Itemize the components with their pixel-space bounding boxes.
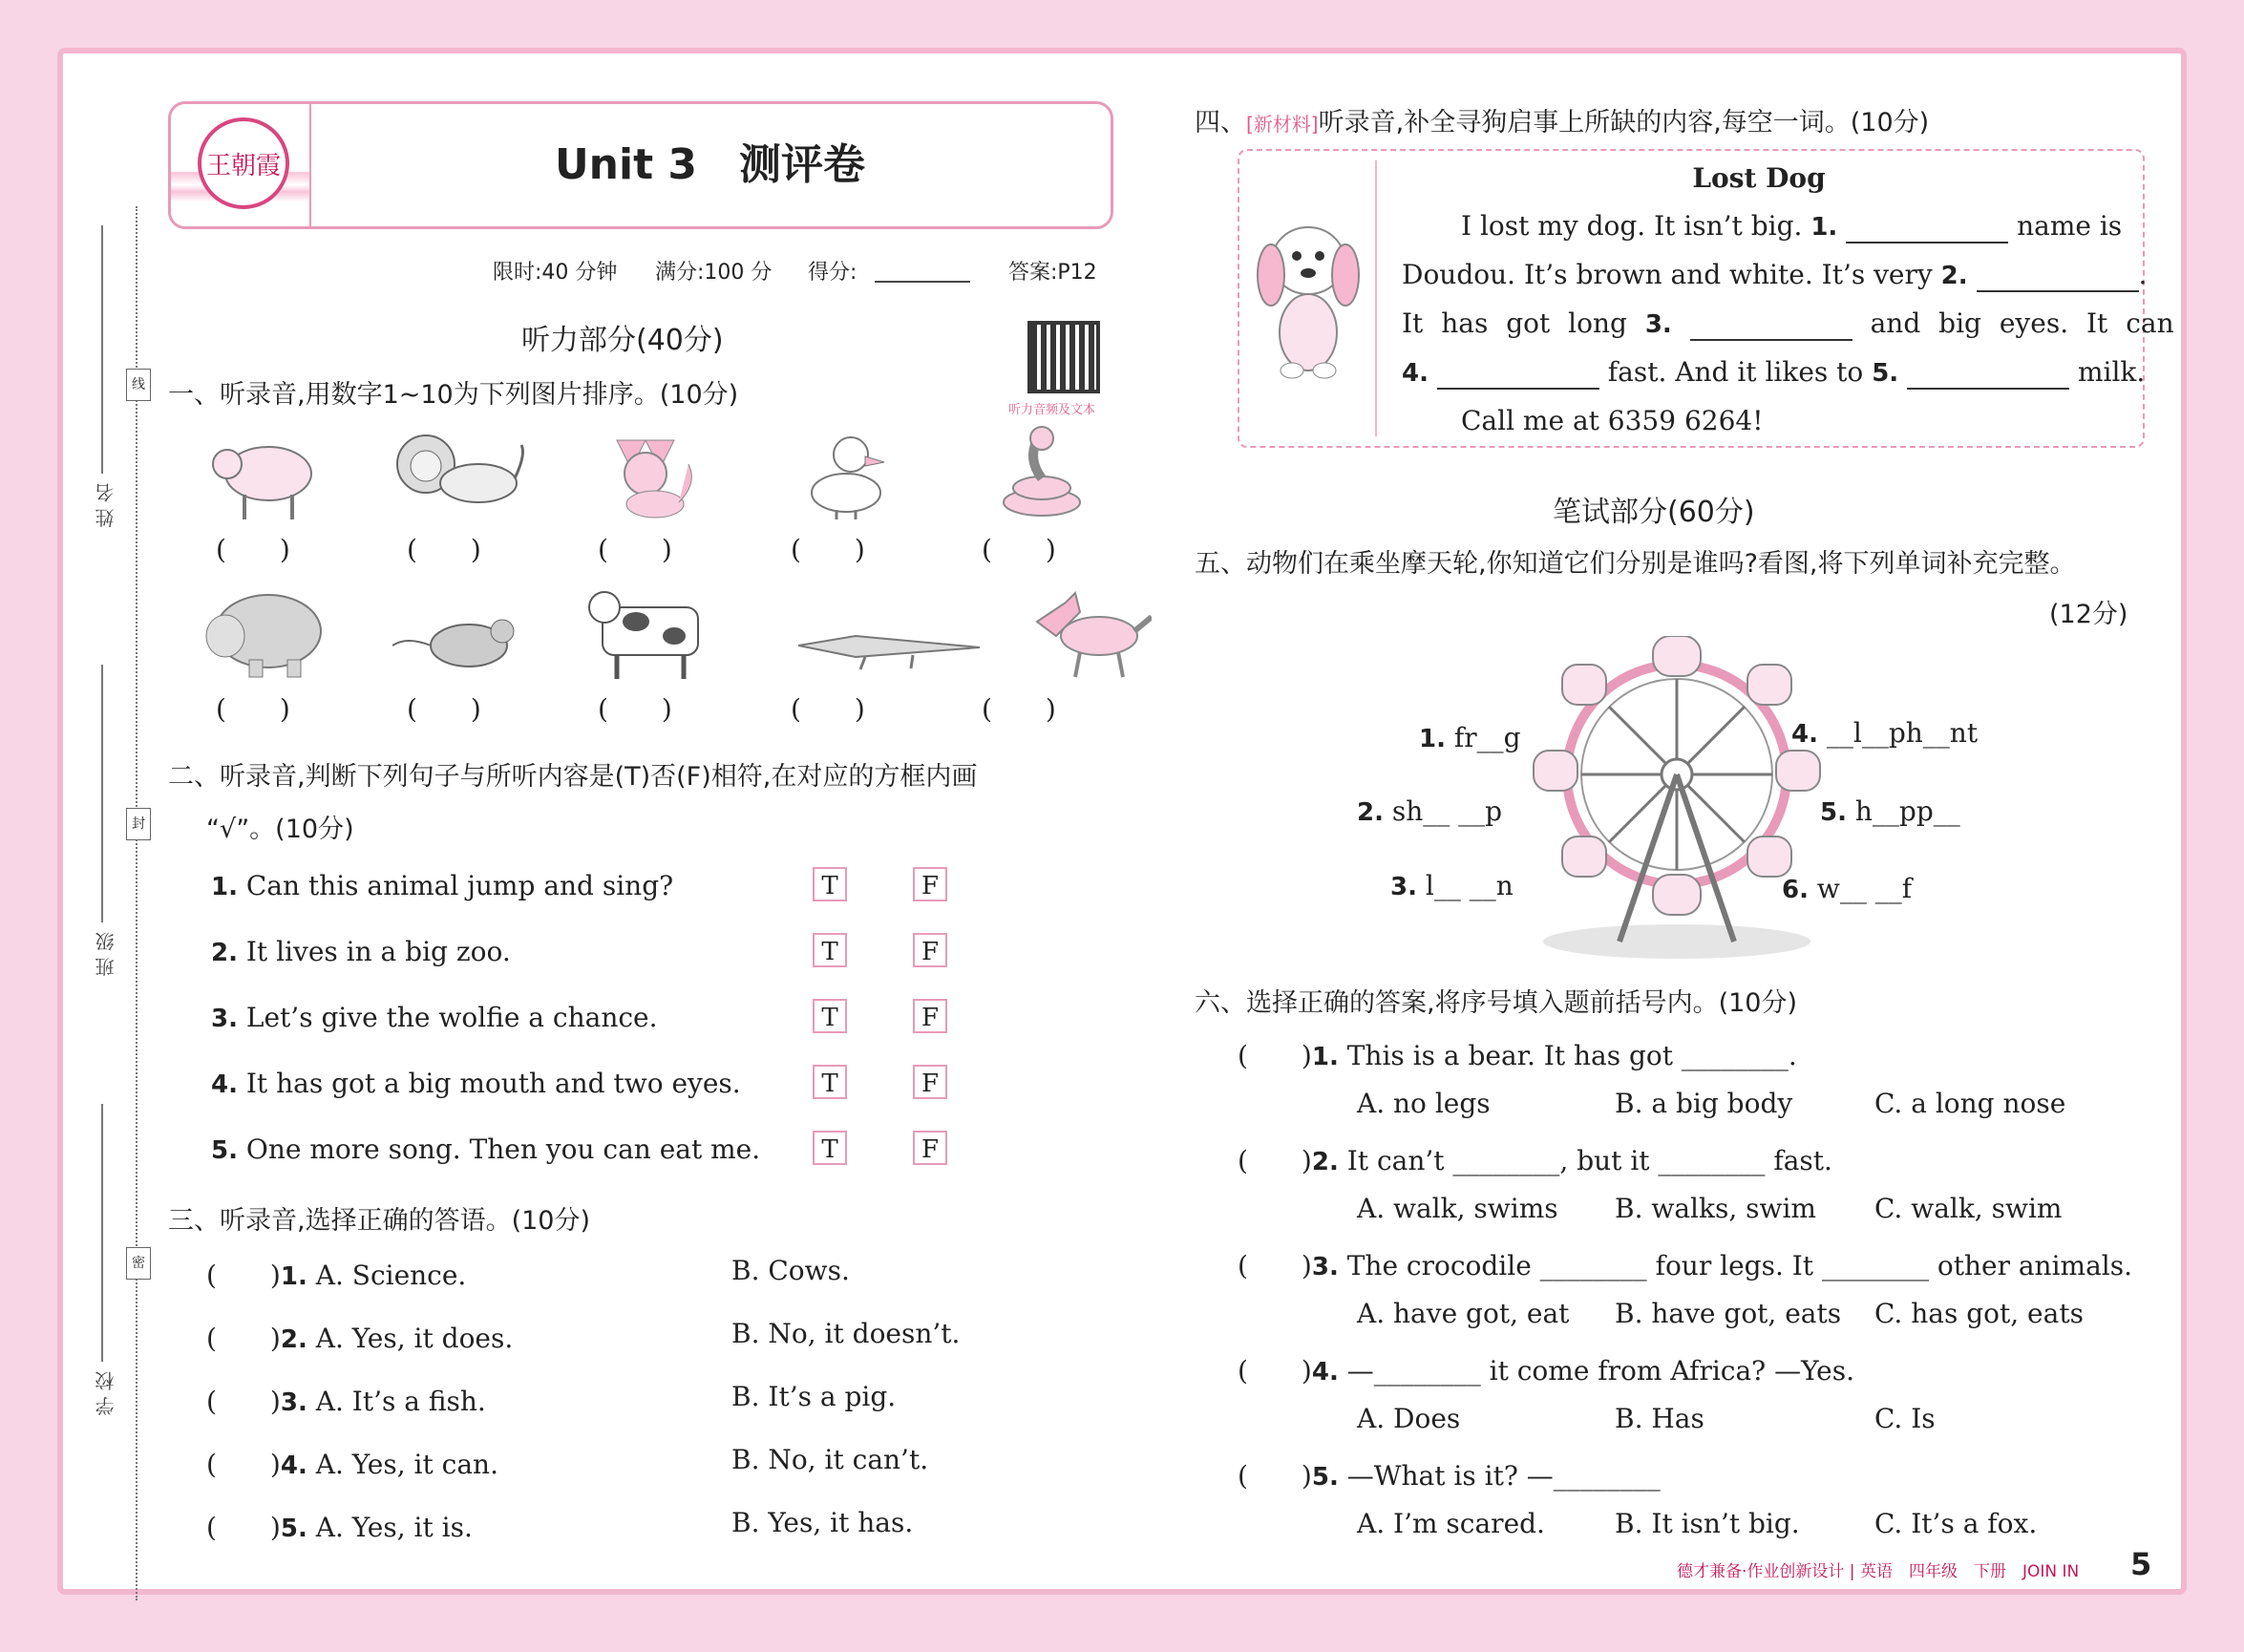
q5-word: h__pp__ [1854,795,1960,827]
crocodile-picture [798,626,989,674]
fox-picture [598,426,703,521]
school-label: 学 校 [95,1371,117,1416]
mouse-picture [392,603,526,679]
binding-mark-secret: 密 [126,1247,151,1280]
q3-num: 3. [280,1388,307,1417]
ferris-wheel-picture [1524,636,1830,961]
q2-2-false-box[interactable]: F [913,933,947,967]
hippo-picture [201,583,326,679]
qr-label: 听力音频及文本 [1008,403,1096,417]
notice-blank-4[interactable] [1437,356,1599,390]
q6-4-option-b: B. Has [1615,1403,1704,1434]
q2-text: Let’s give the wolfie a chance. [245,1002,658,1033]
q3-answer-paren[interactable]: ( ) [206,1449,281,1480]
q6-4-option-a: A. Does [1357,1403,1461,1434]
q6-question: —What is it? —________ [1346,1460,1661,1492]
notice-blank-1[interactable] [1846,210,2008,244]
q5-word: l__ __n [1425,870,1514,901]
dog-picture [1254,218,1364,380]
q6-item-3 [1238,1245,2132,1283]
wolf-picture [1027,583,1152,679]
q6-question: —________ it come from Africa? —Yes. [1346,1355,1854,1387]
worksheet-page [57,48,2187,1595]
q3-3-option-b: B. It’s a pig. [731,1381,897,1412]
class-blank[interactable] [101,665,103,922]
page-number: 5 [2130,1546,2152,1582]
q3-item-5 [206,1507,473,1545]
blank-number: 5. [1872,359,1899,388]
sheep-picture [206,426,321,521]
q3-option-a: A. Yes, it can. [315,1449,498,1480]
binding-mark-seal: 封 [126,808,151,840]
q6-item-4 [1238,1350,1854,1388]
q5-word: w__ __f [1816,873,1913,904]
q3-heading: 三、听录音,选择正确的答语。(10分) [168,1206,591,1236]
score-label: 得分: [808,261,857,285]
q2-item-2 [211,936,511,967]
q3-answer-paren[interactable]: ( ) [206,1260,281,1291]
q1-heading: 一、听录音,用数字1~10为下列图片排序。(10分) [168,380,739,410]
full-score: 满分:100 分 [655,261,773,285]
q2-3-false-box[interactable]: F [913,999,947,1033]
q2-num: 1. [211,873,238,901]
q2-heading: 二、听录音,判断下列句子与所听内容是(T)否(F)相符,在对应的方框内画 [168,762,978,792]
lost-dog-notice [1238,149,2174,448]
q6-3-option-b: B. have got, eats [1615,1298,1842,1329]
q3-option-a: A. Yes, it does. [315,1323,514,1354]
q2-item-5 [211,1133,760,1165]
notice-divider [1375,160,1377,436]
q5-word: fr__g [1453,722,1521,753]
q6-3-option-a: A. have got, eat [1357,1298,1570,1329]
class-label: 班 级 [95,932,117,977]
q6-answer-paren[interactable]: ( ) [1238,1460,1312,1492]
q5-num: 2. [1357,798,1384,827]
q3-num: 5. [280,1514,307,1543]
q6-2-option-b: B. walks, swim [1615,1193,1816,1224]
q3-answer-paren[interactable]: ( ) [206,1386,281,1417]
q6-4-option-c: C. Is [1874,1403,1936,1434]
title-banner [168,101,1113,229]
q5-num: 3. [1390,873,1417,901]
q6-3-option-c: C. has got, eats [1874,1298,2084,1329]
q2-text: It lives in a big zoo. [245,936,511,967]
notice-line-1 [1461,210,2122,244]
q2-item-1 [211,870,673,901]
notice-blank-3[interactable] [1690,307,1852,341]
q6-2-option-a: A. walk, swims [1357,1193,1558,1224]
q3-1-option-b: B. Cows. [731,1255,850,1286]
q3-num: 4. [280,1451,307,1480]
q5-heading: 五、动物们在乘坐摩天轮,你知道它们分别是谁吗?看图,将下列单词补充完整。 [1195,549,2076,579]
notice-text: and big eyes. It can [1870,307,2174,339]
q1-answer-10[interactable]: ( ) [982,693,1056,725]
q1-answer-6[interactable]: ( ) [216,693,290,725]
q1-answer-7[interactable]: ( ) [407,693,481,725]
notice-text: name is [2017,210,2123,242]
blank-number: 4. [1402,359,1429,388]
binding-mark-line: 线 [126,369,151,401]
cow-picture [583,579,717,684]
q5-num: 4. [1791,720,1818,749]
q6-1-option-c: C. a long nose [1874,1088,2066,1119]
score-blank[interactable] [875,281,970,283]
q6-question: This is a bear. It has got ________. [1346,1040,1797,1071]
footer-text: 德才兼备·作业创新设计 | 英语 四年级 下册 JOIN IN [1677,1562,2080,1581]
q3-2-option-b: B. No, it doesn’t. [731,1318,961,1349]
notice-title: Lost Dog [1692,162,1826,194]
q4-prefix: 四、 [1195,108,1246,138]
q6-5-option-a: A. I’m scared. [1357,1508,1545,1539]
brand-logo: 王朝霞 [198,117,289,209]
q5-word: sh__ __p [1391,795,1503,827]
q6-1-option-a: A. no legs [1357,1088,1491,1119]
q2-5-false-box[interactable]: F [913,1131,947,1165]
notice-blank-5[interactable] [1907,356,2069,390]
q6-question: The crocodile ________ four legs. It ________ other animals. [1346,1250,2133,1281]
name-label: 姓 名 [95,483,117,528]
q6-2-option-c: C. walk, swim [1874,1193,2063,1224]
q6-item-2 [1238,1140,1832,1178]
q2-num: 2. [211,939,238,967]
q1-answer-1[interactable]: ( ) [216,534,290,565]
q6-num: 2. [1311,1148,1339,1176]
q5-item-3[interactable] [1390,870,1514,901]
q1-answer-9[interactable]: ( ) [791,693,865,725]
q1-answer-5[interactable]: ( ) [982,534,1056,565]
q3-item-3 [206,1381,486,1419]
q6-num: 1. [1311,1043,1339,1071]
notice-text: It has got long [1402,307,1627,339]
q5-word: __l__ph__nt [1826,717,1979,749]
q6-5-option-b: B. It isn’t big. [1615,1508,1800,1539]
q2-num: 5. [211,1136,238,1165]
q5-item-5[interactable] [1820,795,1960,827]
q5-item-2[interactable] [1357,795,1502,827]
q6-5-option-c: C. It’s a fox. [1874,1508,2038,1539]
logo-area [171,104,311,226]
q3-item-1 [206,1255,466,1293]
notice-text: I lost my dog. It isn’t big. [1461,210,1803,242]
q4-heading [1195,101,1929,138]
page-title: Unit 3 测评卷 [554,140,866,189]
blank-number: 1. [1810,213,1838,242]
q6-answer-paren[interactable]: ( ) [1238,1355,1312,1387]
q2-1-false-box[interactable]: F [913,867,947,901]
q2-3-true-box[interactable]: T [813,999,847,1033]
answer-ref: 答案:P12 [1008,261,1097,285]
new-material-tag: [新材料] [1246,113,1319,136]
q3-option-a: A. It’s a fish. [315,1386,486,1417]
q5-item-4[interactable] [1791,717,1978,749]
q3-option-a: A. Yes, it is. [315,1512,473,1543]
q2-text: One more song. Then you can eat me. [245,1133,761,1165]
duck-picture [798,426,903,521]
q2-2-true-box[interactable]: T [813,933,847,967]
q3-5-option-b: B. Yes, it has. [731,1507,914,1538]
q2-4-true-box[interactable]: T [813,1065,847,1099]
q3-answer-paren[interactable]: ( ) [206,1512,281,1543]
notice-text: fast. And it likes to [1607,356,1864,388]
lion-picture [392,426,526,521]
q2-item-3 [211,1002,658,1033]
q3-option-a: A. Science. [315,1260,467,1291]
q5-num: 1. [1419,725,1446,753]
q6-question: It can’t ________, but it ________ fast. [1346,1145,1832,1176]
q3-num: 2. [280,1325,307,1354]
q6-1-option-b: B. a big body [1615,1088,1793,1119]
q6-item-1 [1238,1035,1797,1073]
name-blank[interactable] [101,225,103,474]
school-blank[interactable] [101,1104,103,1362]
q3-answer-paren[interactable]: ( ) [206,1323,281,1354]
q6-num: 4. [1311,1358,1339,1387]
q5-num: 5. [1820,798,1847,827]
q2-1-true-box[interactable]: T [813,867,847,901]
blank-number: 2. [1940,262,1968,290]
time-limit: 限时:40 分钟 [493,261,618,285]
q2-5-true-box[interactable]: T [813,1131,847,1165]
q1-answer-2[interactable]: ( ) [407,534,481,565]
q6-num: 3. [1311,1253,1339,1281]
q3-item-2 [206,1318,513,1356]
q5-score: (12分) [2049,600,2128,629]
q2-heading-cont: “√”。(10分) [206,815,354,844]
q6-answer-paren[interactable]: ( ) [1238,1250,1312,1281]
q3-num: 1. [280,1262,307,1291]
qr-code[interactable] [1027,321,1100,393]
q2-text: Can this animal jump and sing? [245,870,674,901]
notice-line-3 [1402,307,2174,341]
q6-answer-paren[interactable]: ( ) [1238,1040,1312,1071]
notice-line-4 [1402,356,2145,390]
q1-answer-3[interactable]: ( ) [598,534,672,565]
q2-4-false-box[interactable]: F [913,1065,947,1099]
q3-item-4 [206,1444,498,1482]
q1-answer-4[interactable]: ( ) [791,534,865,565]
q2-num: 3. [211,1005,238,1033]
q4-heading-text: 听录音,补全寻狗启事上所缺的内容,每空一词。(10分) [1318,108,1930,138]
q2-text: It has got a big mouth and two eyes. [245,1068,741,1099]
notice-text: milk. [2077,356,2146,388]
q5-item-6[interactable] [1782,873,1912,904]
q3-4-option-b: B. No, it can’t. [731,1444,929,1475]
notice-line-2: Doudou. It’s brown and white. It’s very 2. . [1402,259,2148,290]
q6-item-5 [1238,1455,1661,1493]
binding-dotted-line [136,206,138,1600]
q2-item-4 [211,1068,741,1099]
q6-num: 5. [1311,1463,1339,1492]
notice-blank-2[interactable] [1977,259,2139,292]
snake-picture [989,421,1094,521]
listening-section-title: 听力部分(40分) [521,324,724,357]
q5-item-1[interactable] [1419,722,1521,753]
writing-section-title: 笔试部分(60分) [1553,496,1755,529]
q1-answer-8[interactable]: ( ) [598,693,672,725]
notice-line-5: Call me at 6359 6264! [1461,405,1764,436]
q5-num: 6. [1782,876,1809,904]
q6-answer-paren[interactable]: ( ) [1238,1145,1312,1176]
blank-number: 3. [1644,310,1672,339]
q2-num: 4. [211,1070,238,1099]
q6-heading: 六、选择正确的答案,将序号填入题前括号内。(10分) [1195,988,1798,1018]
notice-text: Doudou. It’s brown and white. It’s very [1402,259,1933,290]
